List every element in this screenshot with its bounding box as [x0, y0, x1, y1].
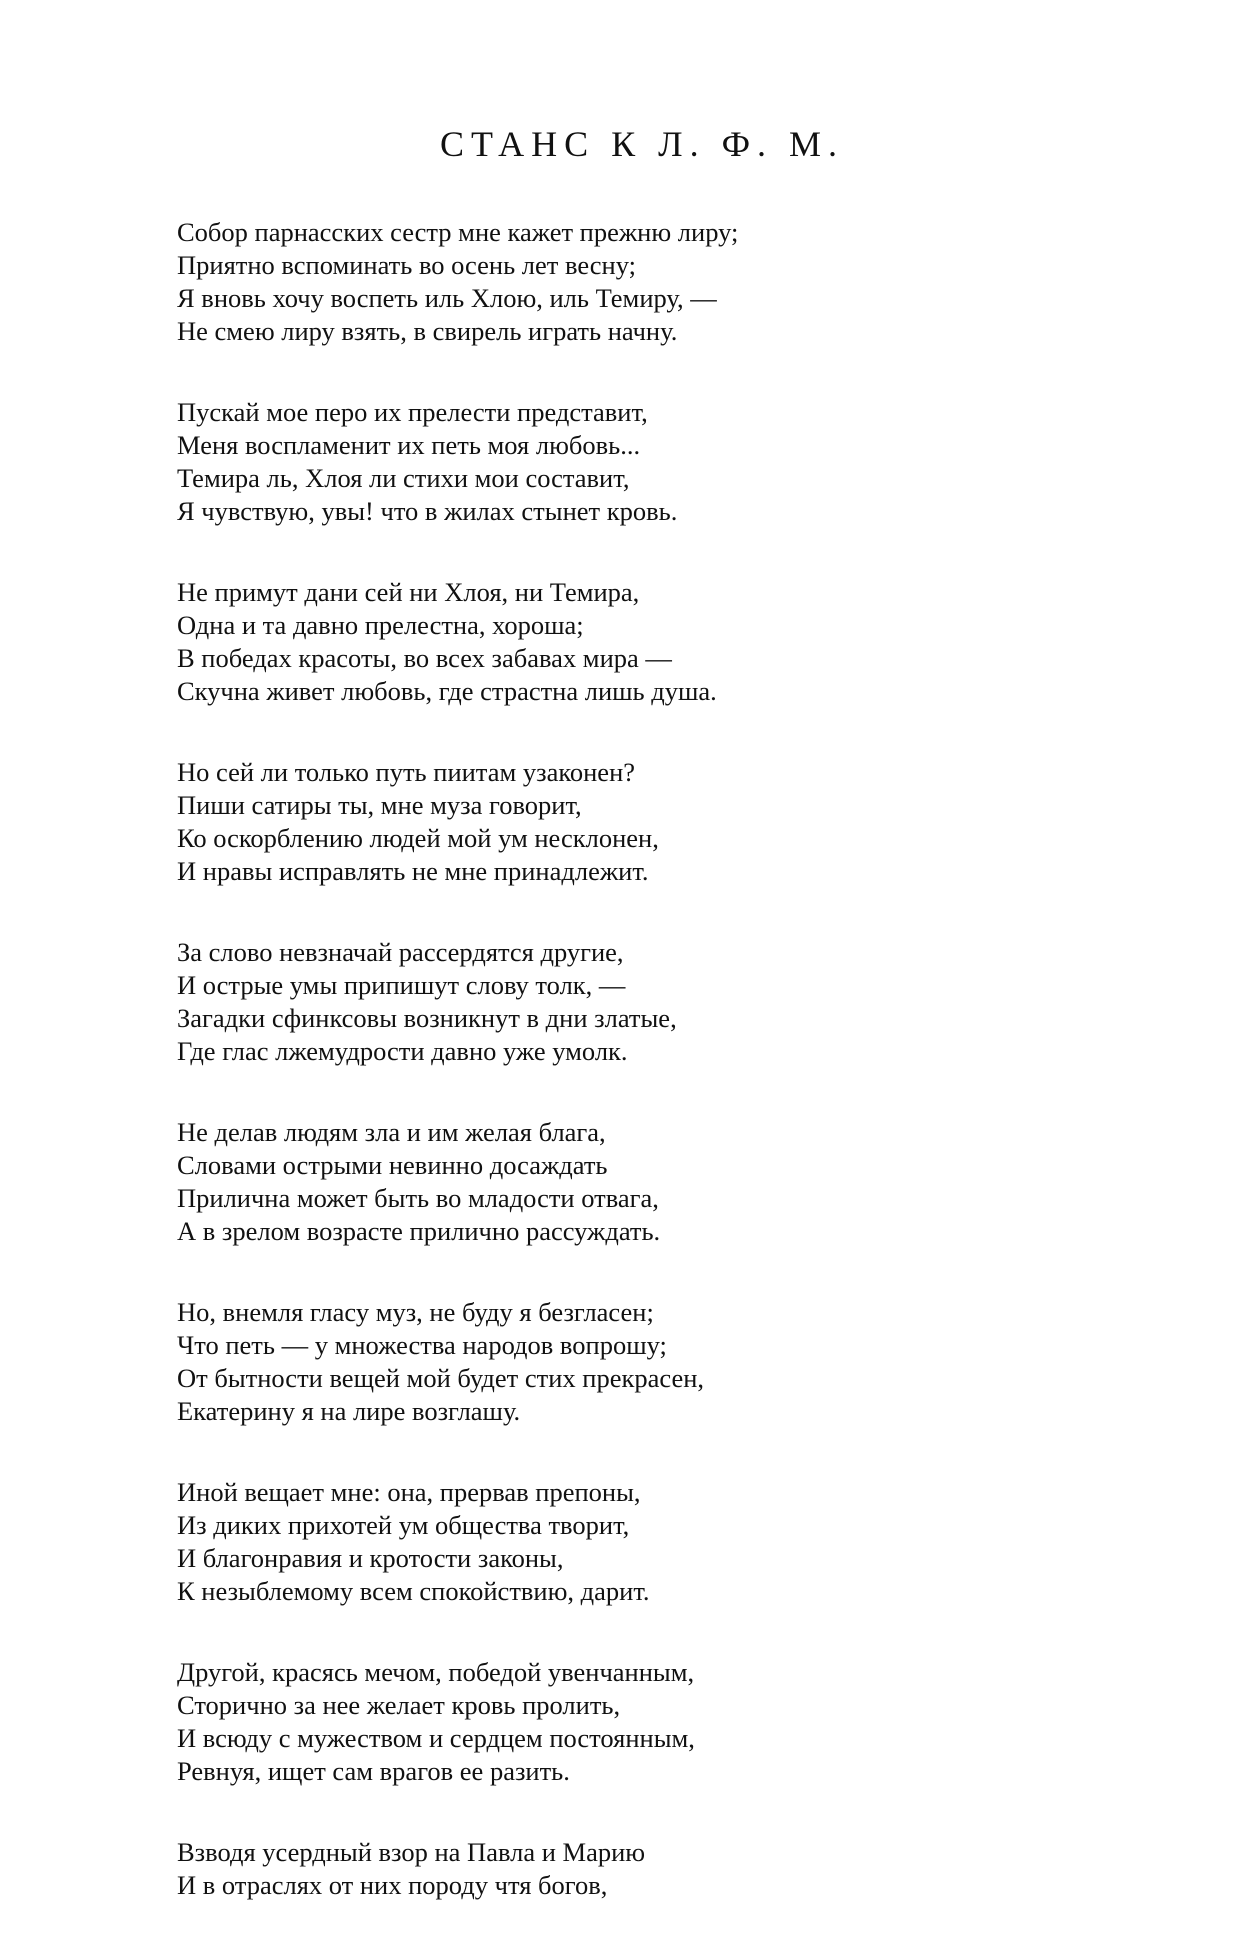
- poem-line: И в отраслях от них породу чтя богов,: [177, 1870, 608, 1900]
- stanza-6: [177, 1116, 1177, 1248]
- poem-line: Ко оскорблению людей мой ум несклонен,: [177, 823, 659, 853]
- poem-line: Загадки сфинксовы возникнут в дни златые,: [177, 1003, 677, 1033]
- poem-line: Прилична может быть во младости отвага,: [177, 1183, 659, 1213]
- poem-line: И благонравия и кротости законы,: [177, 1543, 564, 1573]
- poem-line: Где глас лжемудрости давно уже умолк.: [177, 1036, 628, 1066]
- poem-line: Что петь — у множества народов вопрошу;: [177, 1330, 667, 1360]
- poem-line: И всюду с мужеством и сердцем постоянным,: [177, 1723, 695, 1753]
- poem-line: Сторично за нее желает кровь пролить,: [177, 1690, 621, 1720]
- stanza-1: [177, 216, 1177, 348]
- poem-line: От бытности вещей мой будет стих прекрасен,: [177, 1363, 705, 1393]
- stanza-10: [177, 1836, 1177, 1902]
- poem-line: Из диких прихотей ум общества творит,: [177, 1510, 630, 1540]
- poem-line: Пускай мое перо их прелести представит,: [177, 397, 648, 427]
- stanza-5: [177, 936, 1177, 1068]
- poem-line: Пиши сатиры ты, мне муза говорит,: [177, 790, 582, 820]
- poem-line: Словами острыми невинно досаждать: [177, 1150, 608, 1180]
- poem-line: Я чувствую, увы! что в жилах стынет кровь.: [177, 496, 678, 526]
- poem-line: Ревнуя, ищет сам врагов ее разить.: [177, 1756, 570, 1786]
- poem-line: Темира ль, Хлоя ли стихи мои составит,: [177, 463, 630, 493]
- poem-line: Не делав людям зла и им желая блага,: [177, 1117, 606, 1147]
- poem-line: Меня воспламенит их петь моя любовь...: [177, 430, 641, 460]
- stanza-3: [177, 576, 1177, 708]
- poem-line: Екатерину я на лире возглашу.: [177, 1396, 521, 1426]
- poem-body: [177, 216, 1177, 1950]
- poem-line: И нравы исправлять не мне принадлежит.: [177, 856, 649, 886]
- poem-line: Не смею лиру взять, в свирель играть начну.: [177, 316, 678, 346]
- poem-line: Собор парнасских сестр мне кажет прежню лиру;: [177, 217, 739, 247]
- stanza-4: [177, 756, 1177, 888]
- poem-title: СТАНС К Л. Ф. М.: [439, 124, 845, 164]
- poem-line: В победах красоты, во всех забавах мира —: [177, 643, 672, 673]
- stanza-8: [177, 1476, 1177, 1608]
- poem-line: И острые умы припишут слову толк, —: [177, 970, 626, 1000]
- poem-line: Взводя усердный взор на Павла и Марию: [177, 1837, 646, 1867]
- poem-line: К незыблемому всем спокойствию, дарит.: [177, 1576, 650, 1606]
- poem-line: Приятно вспоминать во осень лет весну;: [177, 250, 636, 280]
- poem-line: Иной вещает мне: она, прервав препоны,: [177, 1477, 641, 1507]
- poem-line: А в зрелом возрасте прилично рассуждать.: [177, 1216, 661, 1246]
- stanza-9: [177, 1656, 1177, 1788]
- poem-line: За слово невзначай рассердятся другие,: [177, 937, 624, 967]
- poem-line: Одна и та давно прелестна, хороша;: [177, 610, 584, 640]
- poem-line: Но, внемля гласу муз, не буду я безгласен;: [177, 1297, 654, 1327]
- poem-line: Не примут дани сей ни Хлоя, ни Темира,: [177, 577, 640, 607]
- stanza-7: [177, 1296, 1177, 1428]
- poem-line: Скучна живет любовь, где страстна лишь душа.: [177, 676, 717, 706]
- stanza-2: [177, 396, 1177, 528]
- poem-line: Но сей ли только путь пиитам узаконен?: [177, 757, 636, 787]
- poem-line: Я вновь хочу воспеть иль Хлою, иль Темиру, —: [177, 283, 717, 313]
- poem-line: Другой, красясь мечом, победой увенчанным,: [177, 1657, 695, 1687]
